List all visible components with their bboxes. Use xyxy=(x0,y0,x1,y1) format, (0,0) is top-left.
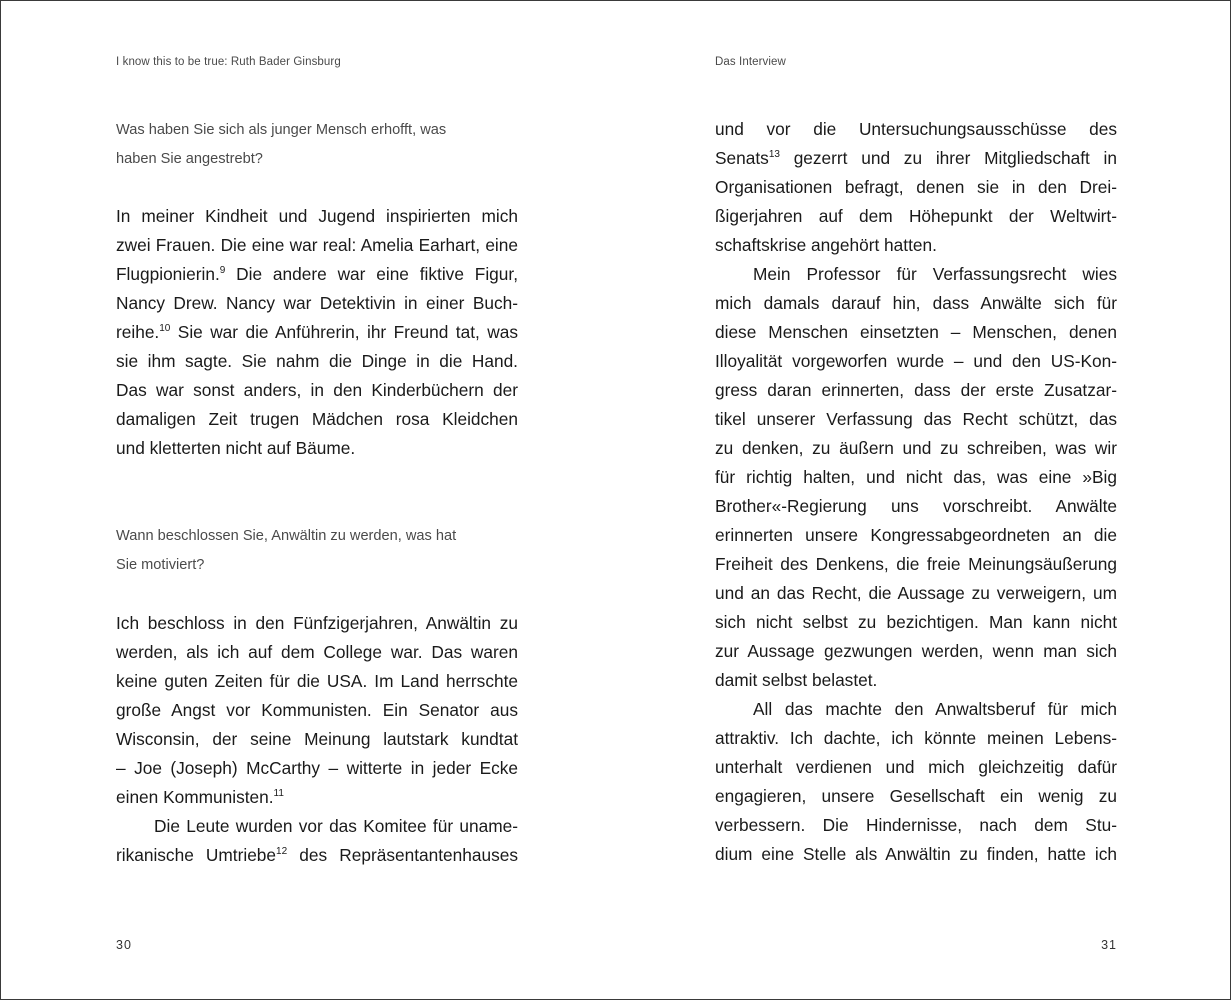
text-line: schaftskrise angehört hatten. xyxy=(715,235,937,255)
text-line: Brother«-Regierung uns vorschreibt. Anwälte xyxy=(715,496,1117,516)
text-line: zu denken, zu äußern und zu schreiben, was wir xyxy=(715,438,1117,458)
text-line: sie ihm sagte. Sie nahm die Dinge in die Hand. xyxy=(116,351,518,371)
running-head-right: Das Interview xyxy=(715,56,786,68)
text-line: Die Leute wurden vor das Komitee für uname- xyxy=(154,816,518,836)
text-line: Flugpionierin.$^9$ Die andere war eine fiktive Figur, xyxy=(116,264,518,284)
text-line: – Joe (Joseph) McCarthy – witterte in jeder Ecke xyxy=(116,758,518,778)
text-line: diese Menschen einsetzten – Menschen, denen xyxy=(715,322,1117,342)
text-line: und an das Recht, die Aussage zu verweigern, um xyxy=(715,583,1117,603)
text-line: erinnerten unsere Kongressabgeordneten an die xyxy=(715,525,1117,545)
running-head-left: I know this to be true: Ruth Bader Ginsburg xyxy=(116,56,341,68)
text-line: mich damals darauf hin, dass Anwälte sich für xyxy=(715,293,1117,313)
text-line: Mein Professor für Verfassungsrecht wies xyxy=(753,264,1117,284)
footnote-ref: 11 xyxy=(273,788,284,799)
page-number-right: 31 xyxy=(1101,938,1117,952)
footnote-ref: 12 xyxy=(276,846,288,857)
text-line: verbessern. Die Hindernisse, nach dem Stu- xyxy=(715,815,1117,835)
text-line: einen Kommunisten.$^{11}$ xyxy=(116,787,284,807)
footnote-ref: 10 xyxy=(159,323,171,334)
page-number-left: 30 xyxy=(116,938,132,952)
text-line: große Angst vor Kommunisten. Ein Senator aus xyxy=(116,700,518,720)
text-line: Wisconsin, der seine Meinung lautstark kundtat xyxy=(116,729,518,749)
question-line: Was haben Sie sich als junger Mensch erhofft, was xyxy=(116,122,447,138)
footnote-ref: 13 xyxy=(768,149,780,160)
right-page xyxy=(715,0,1117,1000)
text-line: Nancy Drew. Nancy war Detektivin in einer Buch- xyxy=(116,293,518,313)
text-line: zur Aussage gezwungen werden, wenn man sich xyxy=(715,641,1117,661)
text-line: Illoyalität vorgeworfen wurde – und den US-Kon- xyxy=(715,351,1117,371)
text-line: Senats$^{13}$ gezerrt und zu ihrer Mitgliedschaft in xyxy=(715,148,1117,168)
text-line: zwei Frauen. Die eine war real: Amelia Earhart, eine xyxy=(116,235,518,255)
text-line: werden, als ich auf dem College war. Das waren xyxy=(116,642,518,662)
text-line: Freiheit des Denkens, die freie Meinungsäußerung xyxy=(715,554,1117,574)
text-line: damit selbst belastet. xyxy=(715,670,878,690)
text-line: Ich beschloss in den Fünfzigerjahren, Anwältin zu xyxy=(116,613,518,633)
text-line: ßigerjahren auf dem Höhepunkt der Weltwirt- xyxy=(715,206,1117,226)
text-line: dium eine Stelle als Anwältin zu finden, hatte ich xyxy=(715,844,1117,864)
text-line: unterhalt verdienen und mich gleichzeitig dafür xyxy=(715,757,1117,777)
text-line: In meiner Kindheit und Jugend inspirierten mich xyxy=(116,206,518,226)
text-line: engagieren, unsere Gesellschaft ein wenig zu xyxy=(715,786,1117,806)
text-line: und kletterten nicht auf Bäume. xyxy=(116,438,356,458)
footnote-ref: 9 xyxy=(219,265,226,276)
text-line: reihe.$^{10}$ Sie war die Anführerin, ihr Freund tat, was xyxy=(116,322,518,342)
text-line: Organisationen befragt, denen sie in den Drei- xyxy=(715,177,1117,197)
question-line: haben Sie angestrebt? xyxy=(116,151,263,167)
text-line: damaligen Zeit trugen Mädchen rosa Kleidchen xyxy=(116,409,518,429)
text-line: All das machte den Anwaltsberuf für mich xyxy=(753,699,1117,719)
text-line: und vor die Untersuchungsausschüsse des xyxy=(715,119,1117,139)
text-line: Das war sonst anders, in den Kinderbüchern der xyxy=(116,380,518,400)
text-line: rikanische Umtriebe$^{12}$ des Repräsentantenhauses xyxy=(116,845,518,865)
question-line: Wann beschlossen Sie, Anwältin zu werden, was hat xyxy=(116,528,457,544)
text-line: gress daran erinnerten, dass der erste Zusatzar- xyxy=(715,380,1117,400)
left-page xyxy=(116,0,518,1000)
text-line: sich nicht selbst zu bezichtigen. Man kann nicht xyxy=(715,612,1117,632)
text-line: für richtig halten, und nicht das, was eine »Big xyxy=(715,467,1117,487)
question-line: Sie motiviert? xyxy=(116,557,205,573)
text-line: attraktiv. Ich dachte, ich könnte meinen Lebens- xyxy=(715,728,1117,748)
text-line: tikel unserer Verfassung das Recht schützt, das xyxy=(715,409,1117,429)
text-line: keine guten Zeiten für die USA. Im Land herrschte xyxy=(116,671,518,691)
